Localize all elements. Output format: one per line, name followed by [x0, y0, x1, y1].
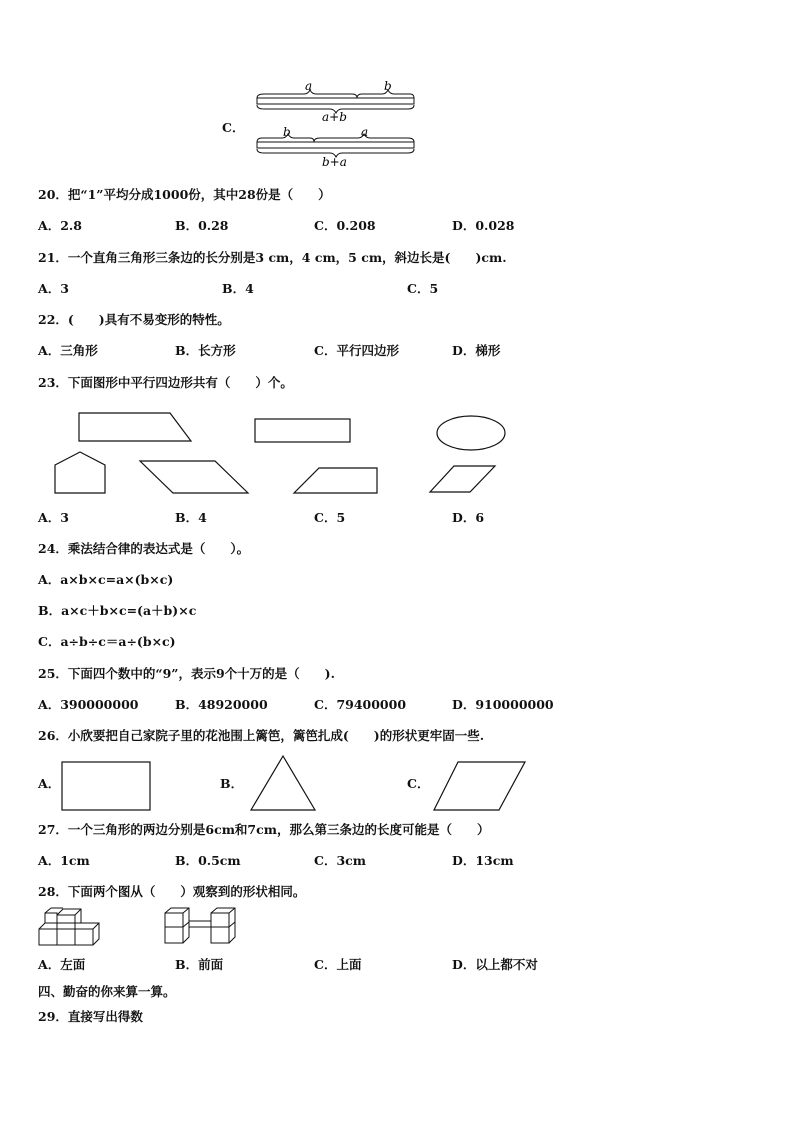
q23-option-c[interactable]: C．5	[314, 510, 346, 525]
q26-rectangle-shape	[60, 760, 152, 812]
q23-shapes-figure	[50, 408, 550, 503]
q26-option-a[interactable]: A．	[38, 776, 61, 791]
section-4-heading: 四、勤奋的你来算一算。	[38, 984, 176, 999]
segment-diagram-a-plus-b	[254, 78, 424, 123]
parallelogram-shape-wide	[140, 461, 248, 493]
q22-option-c[interactable]: C．平行四边形	[314, 343, 399, 358]
q27-option-c[interactable]: C．3cm	[314, 853, 366, 868]
q25-option-b[interactable]: B．48920000	[175, 697, 268, 712]
q28-option-b[interactable]: B．前面	[175, 957, 224, 972]
q20-option-a[interactable]: A．2.8	[38, 218, 82, 233]
q29-stem: 29．直接写出得数	[38, 1009, 143, 1024]
q23-option-d[interactable]: D．6	[452, 510, 485, 525]
q26-parallelogram-shape	[432, 760, 528, 812]
pentagon-shape	[55, 452, 105, 493]
q24-option-c[interactable]: C．a÷b÷c＝a÷(b×c)	[38, 634, 176, 649]
q28-cube-figure-2	[163, 907, 243, 947]
q24-option-b[interactable]: B．a×c＋b×c=(a＋b)×c	[38, 603, 197, 618]
q25-option-a[interactable]: A．390000000	[38, 697, 139, 712]
q20-stem: 20．把“1”平均分成1000份，其中28份是（ ）	[38, 187, 331, 202]
q26-option-b[interactable]: B．	[220, 776, 244, 791]
q26-stem: 26．小欣要把自己家院子里的花池围上篱笆，篱笆扎成( )的形状更牢固一些.	[38, 728, 485, 743]
q28-option-d[interactable]: D．以上都不对	[452, 957, 538, 972]
q20-option-d[interactable]: D．0.028	[452, 218, 515, 233]
q21-option-c[interactable]: C．5	[407, 281, 439, 296]
label-b-top: b	[384, 79, 392, 93]
q22-option-a[interactable]: A．三角形	[38, 343, 98, 358]
q25-option-d[interactable]: D．910000000	[452, 697, 554, 712]
q24-stem: 24．乘法结合律的表达式是（ ）。	[38, 541, 250, 556]
q28-option-c[interactable]: C．上面	[314, 957, 362, 972]
label-b-plus-a: b+a	[322, 155, 347, 169]
q22-option-b[interactable]: B．长方形	[175, 343, 236, 358]
q21-stem: 21．一个直角三角形三条边的长分别是3 cm，4 cm，5 cm，斜边长是( )cm.	[38, 250, 507, 265]
label-b-top: b	[283, 125, 291, 139]
q27-stem: 27．一个三角形的两边分别是6cm和7cm，那么第三条边的长度可能是（ ）	[38, 822, 490, 837]
q23-option-b[interactable]: B．4	[175, 510, 207, 525]
label-a-top: a	[305, 79, 313, 93]
segment-diagram-b-plus-a	[254, 126, 424, 171]
q25-option-c[interactable]: C．79400000	[314, 697, 407, 712]
label-a-plus-b: a+b	[322, 110, 347, 124]
q20-option-c[interactable]: C．0.208	[314, 218, 376, 233]
q20-option-b[interactable]: B．0.28	[175, 218, 229, 233]
q25-stem: 25．下面四个数中的“9”，表示9个十万的是（ ).	[38, 666, 335, 681]
q21-option-a[interactable]: A．3	[38, 281, 69, 296]
parallelogram-shape-medium	[294, 468, 377, 493]
q28-cube-figure-1	[37, 907, 109, 947]
q26-option-c[interactable]: C．	[407, 776, 430, 791]
q24-option-a[interactable]: A．a×b×c=a×(b×c)	[38, 572, 174, 587]
q27-option-a[interactable]: A．1cm	[38, 853, 90, 868]
q28-stem: 28．下面两个图从（ ）观察到的形状相同。	[38, 884, 306, 899]
q19-option-c-label: C．	[222, 120, 245, 135]
right-trapezoid-shape	[79, 413, 191, 441]
q27-option-b[interactable]: B．0.5cm	[175, 853, 241, 868]
q23-option-a[interactable]: A．3	[38, 510, 69, 525]
label-a-top: a	[361, 125, 369, 139]
q28-option-a[interactable]: A．左面	[38, 957, 86, 972]
q27-option-d[interactable]: D．13cm	[452, 853, 514, 868]
q23-stem: 23．下面图形中平行四边形共有（ ）个。	[38, 375, 293, 390]
q21-option-b[interactable]: B．4	[222, 281, 254, 296]
ellipse-shape	[437, 416, 505, 450]
q22-stem: 22．( )具有不易变形的特性。	[38, 312, 230, 327]
q22-option-d[interactable]: D．梯形	[452, 343, 501, 358]
q26-triangle-shape	[249, 754, 319, 812]
rhombus-shape	[430, 466, 495, 492]
rectangle-shape	[255, 419, 350, 442]
